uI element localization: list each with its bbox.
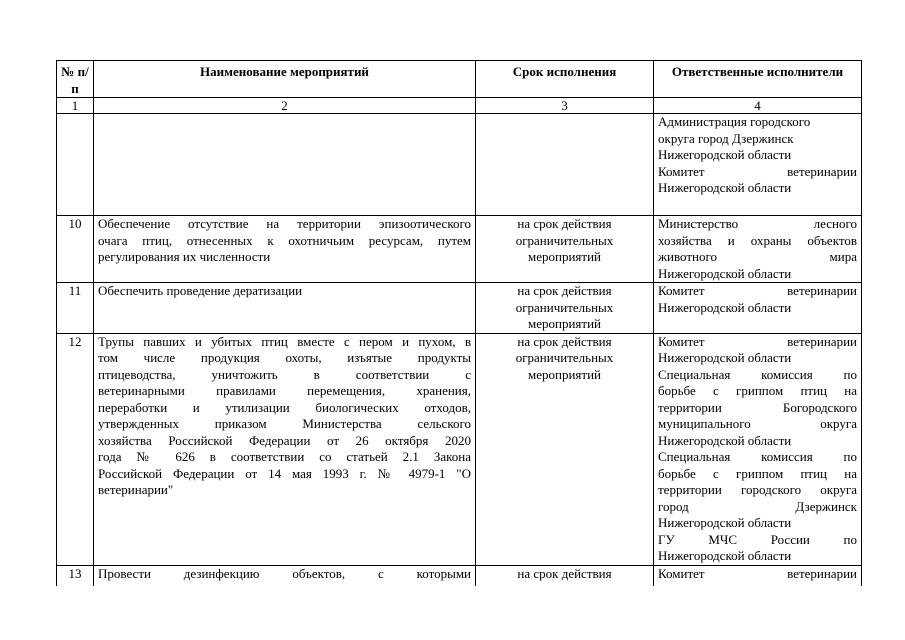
text-line: мероприятий <box>528 366 601 382</box>
table-row <box>57 333 862 565</box>
text-line: на срок действия <box>517 565 612 581</box>
text-line: регулирования их численности <box>98 249 271 264</box>
text-line: Комитет ветеринарии <box>658 565 857 581</box>
text-line: ограничительных <box>515 350 614 365</box>
text-line: территории городского округа <box>658 482 857 497</box>
text-line: Администрация городского <box>658 114 811 129</box>
text-line: Трупы павших и убитых птиц вместе с пером и пухом, в <box>98 333 471 349</box>
measure-name <box>94 114 476 216</box>
text-line: на срок действия <box>517 216 612 231</box>
header-resp: Ответственные исполнители <box>654 61 862 98</box>
text-line: Специальная комиссия по <box>658 366 857 382</box>
text-line: Нижегородской области <box>658 147 792 162</box>
text-line: Нижегородской области <box>658 548 792 563</box>
text-line: Нижегородской области <box>658 515 792 530</box>
text-line: Российской Федерации от 14 мая 1993 г. № 4979-1 "О <box>98 465 471 481</box>
col-number-4: 4 <box>654 98 862 114</box>
text-line: Нижегородской области <box>658 432 792 448</box>
text-line: хозяйства и охраны объектов <box>658 232 857 248</box>
responsible-executors <box>654 565 862 586</box>
text-line: Обеспечить проведение дератизации <box>98 283 303 298</box>
text-line: город Дзержинск <box>658 498 857 514</box>
table-row <box>57 283 862 334</box>
measure-name <box>94 216 476 283</box>
measure-name <box>94 565 476 586</box>
text-line: ветеринарными правилами перемещения, хранения, <box>98 383 471 398</box>
row-number: 10 <box>57 216 94 283</box>
text-line: очага птиц, отнесенных к охотничьим ресурсам, путем <box>98 232 471 248</box>
text-line: на срок действия <box>517 333 612 349</box>
text-line: борьбе с гриппом птиц на <box>658 383 857 398</box>
col-number-3: 3 <box>476 98 654 114</box>
text-line: ветеринарии" <box>98 482 174 497</box>
execution-term <box>476 114 654 216</box>
text-line: муниципального округа <box>658 416 857 431</box>
text-line: ограничительных <box>515 232 614 248</box>
text-line: Обеспечение отсутствие на территории эпизоотического <box>98 216 471 231</box>
text-line: хозяйства Российской Федерации от 26 октября 2020 <box>98 432 471 448</box>
header-num: № п/п <box>57 61 94 98</box>
header-name: Наименование мероприятий <box>94 61 476 98</box>
text-line: Министерство лесного <box>658 216 857 231</box>
text-line: Комитет ветеринарии <box>658 283 857 298</box>
text-line: борьбе с гриппом птиц на <box>658 465 857 481</box>
responsible-executors <box>654 283 862 334</box>
execution-term <box>476 333 654 565</box>
text-line: округа город Дзержинск <box>658 130 794 146</box>
responsible-executors <box>654 114 862 216</box>
text-line: мероприятий <box>528 249 601 264</box>
text-line: ограничительных <box>515 299 614 315</box>
table-row <box>57 216 862 283</box>
text-line: на срок действия <box>517 283 612 298</box>
text-line: ГУ МЧС России по <box>658 531 857 547</box>
text-line: животного мира <box>658 249 857 264</box>
text-line: Провести дезинфекцию объектов, с которыми <box>98 565 471 581</box>
text-line: Специальная комиссия по <box>658 449 857 464</box>
text-line: том числе продукция охоты, изъятые продукты <box>98 350 471 365</box>
text-line: утвержденных приказом Министерства сельского <box>98 416 471 431</box>
col-number-2: 2 <box>94 98 476 114</box>
text-line: птицеводства, уничтожить в соответствии с <box>98 366 471 382</box>
execution-term <box>476 216 654 283</box>
table-body <box>57 114 862 586</box>
text-line: года № 626 в соответствии со статьей 2.1 Закона <box>98 449 471 464</box>
text-line: Нижегородской области <box>658 299 792 315</box>
row-number: 11 <box>57 283 94 334</box>
text-line: Нижегородской области <box>658 350 792 365</box>
table-header-row <box>57 61 862 98</box>
header-term: Срок исполнения <box>476 61 654 98</box>
responsible-executors <box>654 216 862 283</box>
col-number-1: 1 <box>57 98 94 114</box>
responsible-executors <box>654 333 862 565</box>
column-number-row <box>57 98 862 114</box>
text-line: Комитет ветеринарии <box>658 333 857 349</box>
execution-term <box>476 283 654 334</box>
text-line: мероприятий <box>528 316 601 331</box>
row-number: 13 <box>57 565 94 586</box>
text-line: Нижегородской области <box>658 180 792 195</box>
table-row <box>57 114 862 216</box>
table-row <box>57 565 862 586</box>
row-number <box>57 114 94 216</box>
text-line: Комитет ветеринарии <box>658 163 857 179</box>
row-number: 12 <box>57 333 94 565</box>
execution-term <box>476 565 654 586</box>
text-line: переработки и утилизации биологических отходов, <box>98 399 471 415</box>
measure-name <box>94 333 476 565</box>
text-line: территории Богородского <box>658 399 857 415</box>
measures-table <box>56 60 862 586</box>
measure-name <box>94 283 476 334</box>
text-line: Нижегородской области <box>658 265 792 281</box>
